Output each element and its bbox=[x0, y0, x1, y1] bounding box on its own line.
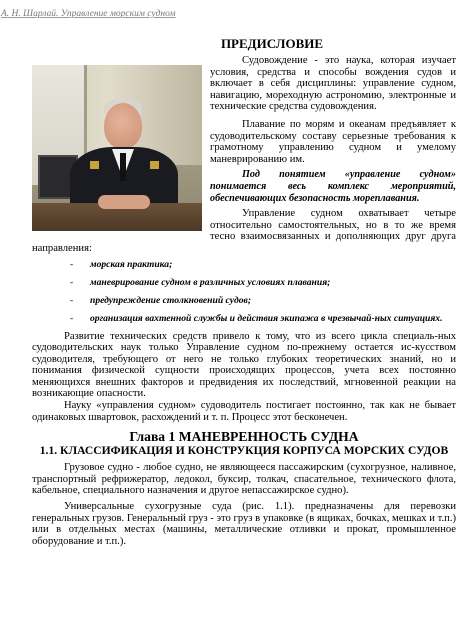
list-item: - организация вахтенной службы и действия экипажа в чрезвычай-ных ситуациях. bbox=[70, 312, 443, 324]
chapter-title: Глава 1 МАНЕВРЕННОСТЬ СУДНА bbox=[129, 429, 359, 445]
definition-paragraph: Под понятием «управление судном» понимается весь комплекс мероприятий, обеспечивающих безопасность мореплавания. bbox=[210, 169, 456, 204]
section-title: 1.1. КЛАССИФИКАЦИЯ И КОНСТРУКЦИЯ КОРПУСА МОРСКИХ СУДОВ bbox=[39, 444, 449, 458]
directions-intro: Управление судном охватывает четыре относительно самостоятельных, но в то же время тесно взаимосвязанных и дополняющих друг друга направления: bbox=[32, 208, 456, 254]
preface-title: ПРЕДИСЛОВИЕ bbox=[220, 36, 324, 51]
preface-paragraph: Развитие технических средств привело к тому, что из всего цикла специаль-ных судоводительских наук только Управление судном по-прежнему остается ис-кусством судоводителя, требующего от него не только глубоких теоретических знаний, но и понимания физической сущности происходящих процессов, учета всех постоянно меняющихся внешних факторов и предвидения их последствий, мгновенной реакции на возникающие опасности. bbox=[32, 330, 456, 400]
preface-paragraph: Судовождение - это наука, которая изучает условия, средства и способы вождения судов и включает в себя дисциплины: управление судном, навигацию, мореходную астрономию, электронные и технические средства судовождения. bbox=[210, 55, 456, 113]
list-item: - предупреждение столкновений судов; bbox=[70, 294, 252, 306]
chapter-paragraph: Грузовое судно - любое судно, не являющееся пассажирским (сухогрузное, наливное, транспортный рефрижератор, ледокол, буксир, толкач, спасательное, технического флота, кабельное, специального назначения и другое непассажирское судно). bbox=[32, 462, 456, 497]
list-item: - маневрирование судном в различных условиях плавания; bbox=[70, 276, 331, 288]
preface-paragraph: Плавание по морям и океанам предъявляет к судоводительскому составу серьезные требования к грамотному управлению судном и умелому маневрированию им. bbox=[210, 118, 456, 165]
preface-paragraph: Науку «управления судном» судоводитель постигает постоянно, так как не бывает одинаковых швартовок, расхождений и т. п. Процесс этот бесконечен. bbox=[32, 400, 456, 423]
directions-list bbox=[32, 259, 456, 325]
author-photo bbox=[32, 65, 202, 231]
running-head: А. Н. Шарлай. Управление морским судном bbox=[1, 9, 176, 19]
list-item: - морская практика; bbox=[70, 258, 173, 270]
chapter-paragraph: Универсальные сухогрузные суда (рис. 1.1). предназначены для перевозки генеральных грузов. Генеральный груз - это груз в упаковке (в ящиках, бочках, мешках и т.п.) или в отдельных местах (машины, металлические отливки и прокат, промышленное оборудование и т.п.). bbox=[32, 501, 456, 547]
document-page bbox=[32, 36, 456, 547]
